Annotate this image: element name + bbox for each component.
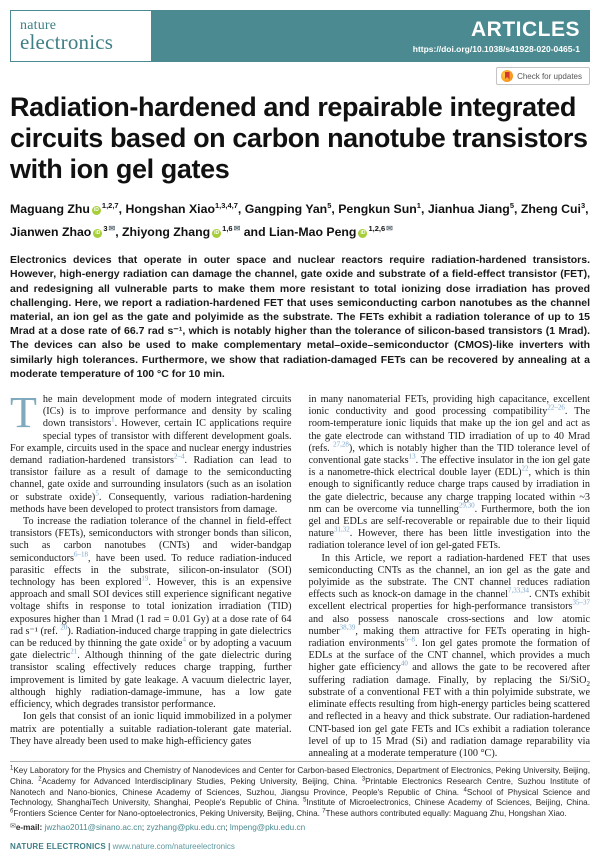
author-affiliation-sup: 1,2,6 bbox=[368, 224, 386, 234]
email-separator: ; bbox=[225, 823, 230, 832]
email-link[interactable]: zyzhang@pku.edu.cn bbox=[146, 823, 226, 832]
author-name: Jianhua Jiang bbox=[427, 202, 510, 217]
author-separator: , bbox=[514, 202, 521, 217]
paragraph: in many nanomaterial FETs, providing high capacitance, excellent ionic conductivity and good processing compatibility$^{22-26}$. The room-temperature ionic liquids that make up the ion gel and act as the gate electrode can withstand TID irradiation of up to 40 Mrad (refs. $^{27,28}$), which is notably higher than the TID tolerance level of conventional gate stacks$^{13}$. The effective insulator in the ion gel gate is a nanometre-thick electrical double layer (EDL)$^{22}$, which is thin enough to significantly reduce charge traps caused by irradiation in the gate dielectric, because any charge trapping located within ~3 nm can be overcome via tunnelling$^{29,30}$. Furthermore, both the ion gel and EDLs are self-recoverable or repairable due to their liquid nature$^{31,32}$. However, there has been little investigation into the radiation tolerance level of ion gel-gated FETs. bbox=[308, 394, 590, 552]
journal-header bbox=[10, 10, 590, 62]
envelope-icon[interactable]: ✉ bbox=[386, 224, 393, 234]
author bbox=[10, 202, 125, 216]
article-body bbox=[10, 388, 591, 760]
author-name: Hongshan Xiao bbox=[125, 202, 215, 217]
author-affiliation-sup: 1,2,7 bbox=[101, 201, 119, 210]
author-separator: , bbox=[237, 202, 245, 217]
envelope-icon: ✉ bbox=[10, 823, 16, 830]
author bbox=[338, 202, 428, 216]
header-band bbox=[152, 10, 590, 62]
paragraph: To increase the radiation tolerance of the channel in field-effect transistors (FETs), semiconductors with stronger bonds than silicon, such as carbon nanotubes (CNTs) and wider-bandgap semiconductors$^{6-18}$, have been used. To reduce radiation-induced parasitic effects in the substrate, silicon-on-insulator (SOI) technology has been explored$^{19}$. However, this is an expensive approach and small SOI devices still experience significant negative voltage shifts in response to total ionization irradiation (TID) exposures higher than 1 Mrad (1 rad = 0.01 Gy) at a dose rate of 64 rad s⁻¹ (ref. $^{20}$). Radiation-induced charge trapping in gate dielectrics can be reduced by thinning the gate oxide$^4$ or by adopting a vacuum gate dielectric$^{21}$. Although thinning of the gate dielectric during transistor scaling effectively reduces charge trapping, further improvement is limited by gate leakage. A vacuum dielectric layer, although highly radiation-damage-immune, has a low gate efficiency, which degrades transistor performance. bbox=[10, 516, 292, 711]
author-name: Zheng Cui bbox=[520, 202, 581, 217]
author-affiliation-sup: 3 bbox=[580, 201, 586, 210]
orcid-icon[interactable]: iD bbox=[360, 230, 366, 237]
footer-separator: | bbox=[105, 842, 113, 851]
crossmark-icon bbox=[501, 70, 513, 82]
check-for-updates-label: Check for updates bbox=[517, 71, 582, 81]
paragraph bbox=[10, 388, 292, 516]
envelope-icon[interactable]: ✉ bbox=[233, 224, 241, 234]
email-separator: ; bbox=[141, 823, 147, 832]
abstract: Electronics devices that operate in outer space and nuclear reactors require radiation-hardened transistors. However, high-energy radiation can damage the channel, gate oxide and substrate of a field-effect transistor (FET), and redesigning all vulnerable parts to make them more resistant to total ionizing dose irradiation has proved challenging. Here, we report a radiation-hardened FET that uses semiconducting carbon nanotubes as the channel material, an ion gel as the gate and polyimide as the substrate. The FETs exhibit a radiation tolerance of up to 15 Mrad at a dose rate of 66.7 rad s⁻¹, which is notably higher than the tolerance of silicon-based transistors (1 Mrad). The devices can also be used to make complementary metal–oxide–semiconductor (CMOS)-like inverters with similarly high tolerances. Furthermore, we show that radiation-damaged FETs can be recovered by annealing at a moderate temperature of 100 °C for 10 min. bbox=[10, 254, 590, 380]
author-name: Zhiyong Zhang bbox=[122, 225, 211, 240]
author-name: Jianwen Zhao bbox=[10, 225, 92, 240]
dropcap: T bbox=[10, 388, 37, 438]
journal-url[interactable]: www.nature.com/natureelectronics bbox=[112, 842, 235, 851]
envelope-icon[interactable]: ✉ bbox=[108, 224, 116, 234]
article-title: Radiation-hardened and repairable integrated circuits based on carbon nanotube transistors with ion gel gates bbox=[10, 92, 588, 184]
page-footer bbox=[10, 761, 590, 851]
author-separator: , bbox=[118, 202, 126, 217]
journal-logo-line2: electronics bbox=[20, 30, 114, 54]
orcid-icon[interactable]: iD bbox=[95, 230, 101, 237]
author bbox=[521, 202, 589, 216]
author bbox=[245, 202, 338, 216]
author bbox=[10, 225, 122, 239]
author-name: Lian-Mao Peng bbox=[269, 225, 357, 240]
orcid-icon[interactable]: iD bbox=[93, 207, 99, 214]
author-list bbox=[10, 196, 590, 242]
paragraph: In this Article, we report a radiation-hardened FET that uses semiconducting CNTs as the channel, an ion gel as the gate and polyimide as the substrate. The CNT channel reduces radiation effects such as knock-on damage in the channel$^{7,33,34}$. CNTs exhibit excellent electrical properties for high-performance transistors$^{35-37}$ and also possess nanoscale cross-sections and low atomic number$^{38,39}$, making them attractive for FETs operating in high-radiation environments$^{6-8}$. Ion gel gates promote the formation of EDLs at the surface of the CNT channel, which provides a much higher gate efficiency$^{40}$ and allows the gate to be recovered after suffering radiation damage. Finally, by replacing the Si/SiO$_2$ substrate of a conventional FET with a thin polyimide substrate, we eliminate effects resulting from high-energy particles being scattered and reflected in a heavy and thick substrate. Our radiation-hardened CNT-based ion gel gate FETs and ICs exhibit a radiation tolerance level of up to 15 Mrad (Si) and radiation damage reparability via annealing at a moderate temperature (100 °C). bbox=[308, 552, 591, 759]
paragraph: Ion gels that consist of an ionic liquid immobilized in a polymer matrix are potentially a suitable radiation-tolerant gate material. They have already been used to make high-efficiency gates bbox=[10, 711, 292, 747]
article-type-label: ARTICLES bbox=[471, 17, 580, 41]
check-for-updates-button[interactable] bbox=[496, 67, 590, 85]
author-affiliation-sup: 3 bbox=[103, 224, 108, 234]
footnote-divider bbox=[10, 761, 590, 762]
author-separator: , bbox=[585, 202, 589, 217]
author-name: Pengkun Sun bbox=[338, 202, 417, 217]
email-label: e-mail: bbox=[15, 823, 43, 832]
author-name: Maguang Zhu bbox=[10, 202, 90, 217]
author-affiliation-sup: 1,3,4,7 bbox=[214, 201, 238, 210]
email-link[interactable]: jwzhao2011@sinano.ac.cn bbox=[44, 823, 142, 832]
paragraph-text: he main development mode of modern integrated circuits (ICs) is to improve performance and density by scaling down transistors$^1$. However, certain IC applications require special types of transistor with different development goals. For example, circuits used in the space and nuclear energy industries demand radiation-hardened transistors$^{2-4}$. Radiation can lead to transistor failure as a result of damage to the semiconducting channel, gate oxide and surrounding insulators (such as an isolation or substrate oxide)$^5$. Consequently, various radiation-hardening methods have been developed to protect transistors from damage. bbox=[10, 394, 292, 515]
author-separator: , bbox=[115, 225, 123, 240]
author-separator: , bbox=[420, 202, 428, 217]
orcid-icon[interactable]: iD bbox=[214, 230, 220, 237]
journal-logo-line1: nature bbox=[20, 18, 57, 33]
author-affiliation-sup: 5 bbox=[509, 201, 514, 210]
author-affiliation-sup: 1 bbox=[416, 201, 421, 210]
journal-footer bbox=[10, 842, 590, 851]
author bbox=[269, 225, 393, 239]
left-column bbox=[10, 388, 292, 760]
author-separator: and bbox=[240, 225, 269, 240]
author-affiliation-sup: 5 bbox=[327, 201, 332, 210]
author-affiliation-sup: 1,6 bbox=[222, 224, 233, 234]
journal-name: NATURE ELECTRONICS bbox=[10, 842, 106, 851]
affiliations-footnote: $^1$Key Laboratory for the Physics and Chemistry of Nanodevices and Center for Carbon-based Electronics, Department of Electronics, Peking University, Beijing, China. $^2$Academy for Advanced Interdisciplinary Studies, Peking University, Beijing, China. $^3$Printable Electronics Research Centre, Suzhou Institute of Nanotech and Nano-bionics, Chinese Academy of Sciences, Suzhou, Jiangsu Province, People's Republic of China. $^4$School of Physical Science and Technology, ShanghaiTech University, Shanghai, People's Republic of China. $^5$Institute of Microelectronics, Chinese Academy of Sciences, Beijing, China. $^6$Frontiers Science Center for Nano-optoelectronics, Peking University, Beijing, China. $^7$These authors contributed equally: Maguang Zhu, Hongshan Xiao. bbox=[10, 765, 591, 819]
author-separator: , bbox=[331, 202, 339, 217]
author bbox=[125, 202, 244, 216]
email-line bbox=[10, 821, 590, 833]
author bbox=[428, 202, 521, 216]
doi-link[interactable]: https://doi.org/10.1038/s41928-020-0465-1 bbox=[412, 43, 580, 54]
author-name: Gangping Yan bbox=[244, 202, 328, 217]
email-link[interactable]: lmpeng@pku.edu.cn bbox=[229, 823, 306, 832]
author bbox=[122, 225, 269, 239]
right-column bbox=[309, 394, 591, 760]
journal-logo[interactable] bbox=[10, 10, 152, 62]
updates-row bbox=[10, 67, 590, 85]
